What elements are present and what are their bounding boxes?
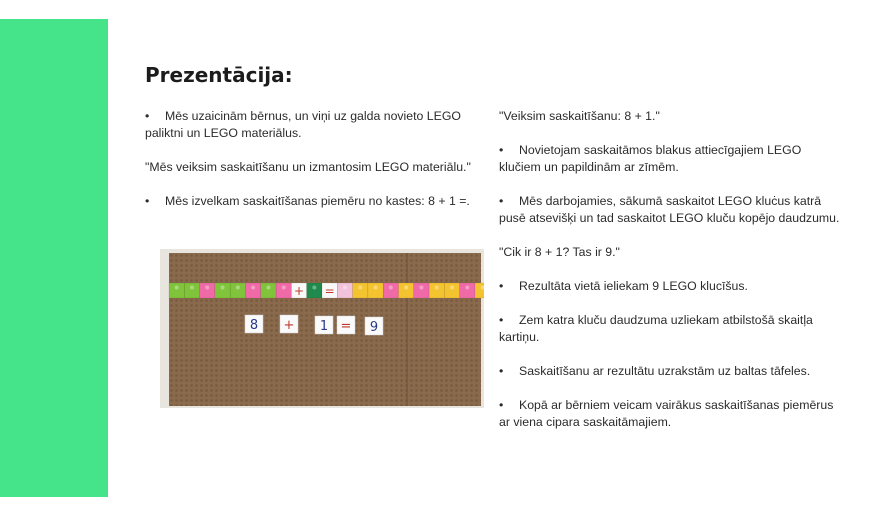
brick-stud — [374, 286, 378, 290]
lego-brick — [261, 283, 276, 298]
left-quote: "Mēs veiksim saskaitīšanu un izmantosim LEGO materiālu." — [145, 160, 471, 174]
lego-brick — [246, 283, 261, 298]
lego-brick — [414, 283, 429, 298]
lego-brick — [429, 283, 444, 298]
brick-stud — [465, 286, 469, 290]
right-bullet-6: • Kopā ar bērniem veicam vairākus saskaitīšanas piemērus ar viena cipara saskaitāmajiem. — [499, 397, 844, 431]
lego-brick — [215, 283, 230, 298]
lego-brick — [184, 283, 199, 298]
brick-stud — [221, 286, 225, 290]
right-quote-2: "Cik ir 8 + 1? Tas ir 9." — [499, 245, 620, 259]
left-bullet-2: • Mēs izvelkam saskaitīšanas piemēru no kastes: 8 + 1 =. — [145, 193, 490, 210]
card-label: 1 — [319, 319, 329, 334]
right-bullet-2: • Mēs darbojamies, sākumā saskaitot LEGO kluċus katrā pusē atsevišķi un tad saskaitot LEGO kluču kopējo daudzumu. — [499, 193, 844, 227]
brick-stud — [205, 286, 209, 290]
brick-stud — [312, 286, 316, 290]
accent-bar — [0, 19, 108, 497]
lego-brick — [353, 283, 368, 298]
card-label: + — [283, 318, 295, 333]
lego-brick — [475, 283, 484, 298]
brick-stud — [236, 286, 240, 290]
card-label: 9 — [369, 320, 379, 335]
lego-brick — [276, 283, 291, 298]
lego-brick — [230, 283, 245, 298]
card-label: 8 — [249, 318, 259, 333]
brick-stud — [419, 286, 423, 290]
brick-stud — [251, 286, 255, 290]
brick-stud — [358, 286, 362, 290]
brick-stud — [282, 286, 286, 290]
right-bullet-1: • Novietojam saskaitāmos blakus attiecīgajiem LEGO klučiem un papildinām ar zīmēm. — [499, 142, 844, 176]
brick-stud — [450, 286, 454, 290]
brick-stud — [404, 286, 408, 290]
lego-brick — [169, 283, 184, 298]
right-bullet-3: • Rezultāta vietā ieliekam 9 LEGO klucīšus. — [499, 278, 844, 295]
brick-stud — [343, 286, 347, 290]
brick-stud — [175, 286, 179, 290]
lego-brick — [368, 283, 383, 298]
lego-brick — [383, 283, 398, 298]
right-bullet-4: • Zem katra kluču daudzuma uzliekam atbilstošā skaitļa kartiņu. — [499, 312, 844, 346]
brick-sign: = — [324, 284, 335, 298]
right-bullet-5: • Saskaitīšanu ar rezultātu uzrakstām uz baltas tāfeles. — [499, 363, 844, 380]
lego-brick — [399, 283, 414, 298]
brick-stud — [190, 286, 194, 290]
lego-brick — [200, 283, 215, 298]
lego-photo-illustration — [160, 249, 484, 408]
lego-brick — [444, 283, 459, 298]
left-column — [145, 108, 490, 210]
slide-title: Prezentācija: — [145, 63, 293, 87]
card-label: = — [340, 319, 352, 334]
brick-stud — [389, 286, 393, 290]
lego-brick — [307, 283, 322, 298]
lego-brick — [337, 283, 352, 298]
lego-brick — [460, 283, 475, 298]
brick-stud — [266, 286, 270, 290]
lego-addition-photo — [160, 249, 484, 408]
left-bullet-1: • Mēs uzaicinām bērnus, un viņi uz galda novieto LEGO paliktni un LEGO materiālus. — [145, 108, 490, 142]
right-column — [499, 108, 844, 431]
brick-stud — [435, 286, 439, 290]
brick-sign: + — [294, 284, 305, 298]
right-quote-1: "Veiksim saskaitīšanu: 8 + 1." — [499, 109, 660, 123]
